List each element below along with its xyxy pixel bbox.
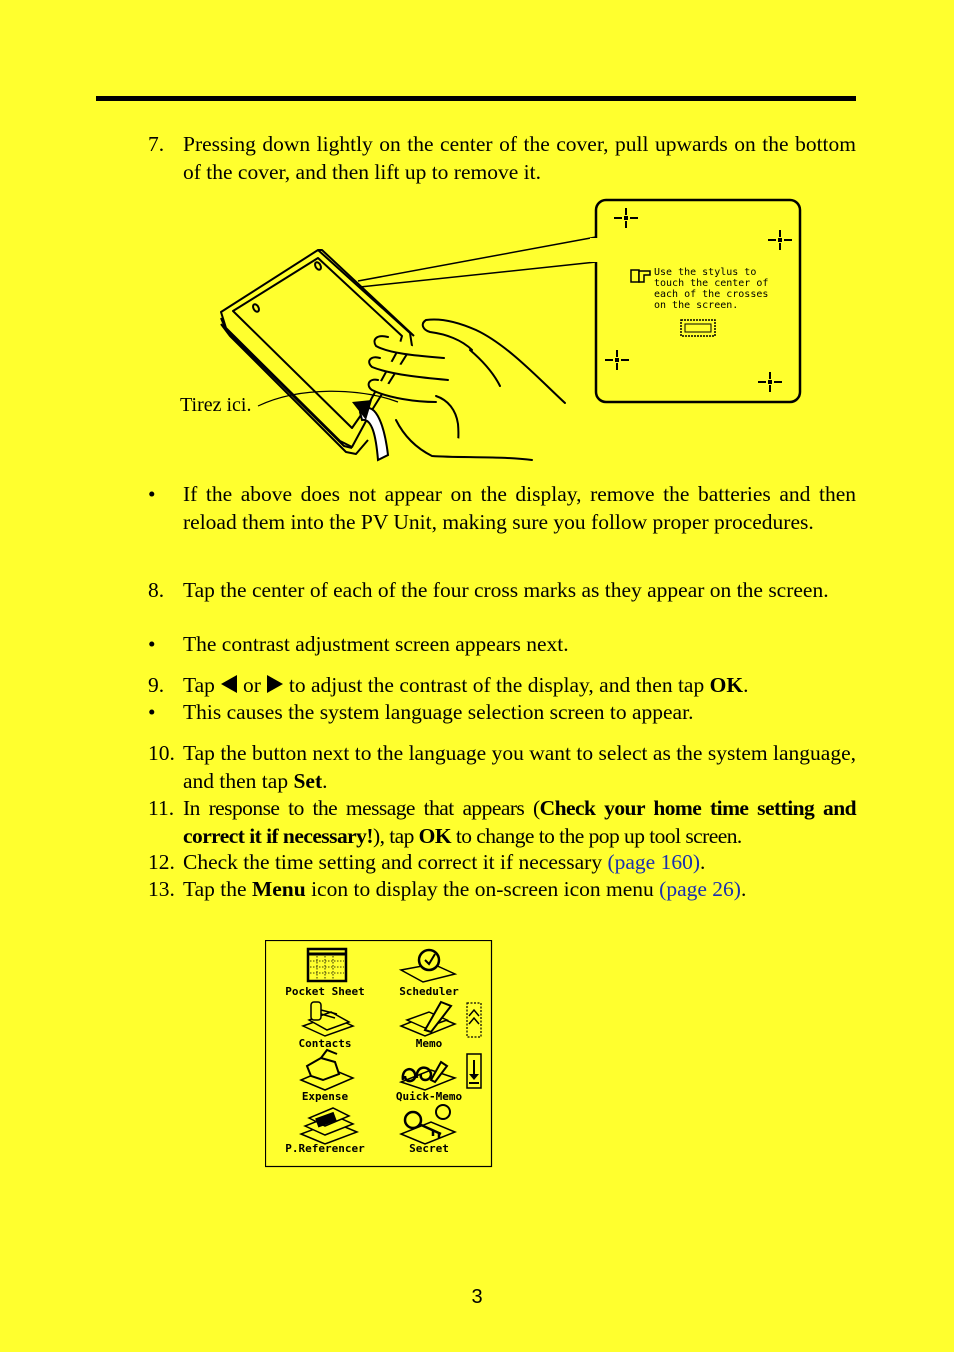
step-number: 13.	[148, 877, 175, 901]
step-number: 9.	[148, 673, 165, 697]
step-number: 7.	[148, 132, 165, 156]
menu-label: Contacts	[298, 1037, 352, 1050]
bullet-note-1	[148, 481, 856, 536]
icon-menu-screen	[265, 940, 493, 1168]
step-9: 9. Tap or to adjust the contrast of the display, and then tap OK.	[148, 672, 856, 700]
message-text: Check your home time setting and correct it if necessary!	[183, 796, 857, 848]
step-number: 10.	[148, 741, 175, 765]
menu-label: Expense	[301, 1090, 349, 1103]
left-arrow-icon	[221, 675, 237, 693]
menu-label: P.Referencer	[285, 1142, 365, 1155]
menu-keyword: Menu	[251, 877, 306, 901]
bullet-mark: •	[148, 700, 156, 724]
bullet-text: The contrast adjustment screen appears next.	[183, 632, 569, 656]
bullet-note-2	[148, 631, 856, 659]
bullet-note-3	[148, 699, 856, 727]
step-text: Tap the center of each of the four cross marks as they appear on the screen.	[183, 578, 829, 602]
step-text: to adjust the contrast of the display, and then tap	[288, 673, 705, 697]
step-12: 12. Check the time setting and correct it if necessary (page 160).	[148, 849, 856, 877]
step-text: Pressing down lightly on the center of the cover, pull upwards on the bottom of the cover, and then lift up to remove it.	[183, 132, 856, 184]
pull-here-label: Tirez ici.	[180, 394, 252, 416]
bullet-text: If the above does not appear on the display, remove the batteries and then reload them into the PV Unit, making sure you follow proper procedures.	[183, 482, 856, 534]
screen-line: on the screen.	[654, 300, 739, 311]
step-text: Tap the button next to the language you want to select as the system language, and then tap	[183, 741, 856, 793]
set-keyword: Set	[293, 768, 323, 793]
step-13: 13. Tap the Menu icon to display the on-screen icon menu (page 26).	[148, 876, 856, 904]
callout-lines	[358, 237, 596, 287]
step-number: 12.	[148, 850, 175, 874]
scroll-up-icon[interactable]	[467, 1003, 481, 1037]
pocket-sheet-icon[interactable]	[308, 949, 346, 981]
menu-label: Memo	[415, 1037, 443, 1050]
screen-line: touch the center of	[654, 278, 769, 289]
step-11: 11. In response to the message that appears (Check your home time setting and correct it if necessary!), tap OK to change to the pop up tool screen.	[148, 796, 857, 848]
screen-line: Use the stylus to	[654, 267, 757, 278]
step-text: or	[242, 673, 261, 697]
step-text: Check the time setting and correct it if necessary	[183, 850, 603, 874]
screen-line: each of the crosses	[654, 289, 769, 300]
step-number: 11.	[148, 796, 175, 820]
step-10: 10. Tap the button next to the language you want to select as the system language, and then tap Set.	[148, 741, 856, 793]
step-8	[148, 577, 856, 605]
page-160-link[interactable]: (page 160)	[607, 850, 700, 874]
step-text: Tap	[183, 673, 215, 697]
menu-label: Quick-Memo	[395, 1090, 463, 1103]
right-arrow-icon	[267, 675, 283, 693]
step-number: 8.	[148, 578, 165, 602]
menu-label: Pocket Sheet	[285, 985, 365, 998]
scroll-down-icon[interactable]	[467, 1054, 481, 1088]
menu-label: Scheduler	[399, 985, 459, 998]
ok-keyword: OK	[709, 673, 744, 697]
page-number: 3	[471, 1286, 483, 1308]
step-text: In response to the message that appears (	[183, 796, 540, 820]
bullet-mark: •	[148, 632, 156, 656]
page-26-link[interactable]: (page 26)	[659, 877, 741, 901]
pv-unit-drawing	[221, 250, 414, 454]
ok-keyword: OK	[418, 823, 452, 848]
step-text: Tap the	[183, 877, 247, 901]
menu-label: Secret	[409, 1142, 449, 1155]
bullet-text: This causes the system language selection screen to appear.	[183, 700, 694, 724]
bullet-mark: •	[148, 482, 156, 506]
